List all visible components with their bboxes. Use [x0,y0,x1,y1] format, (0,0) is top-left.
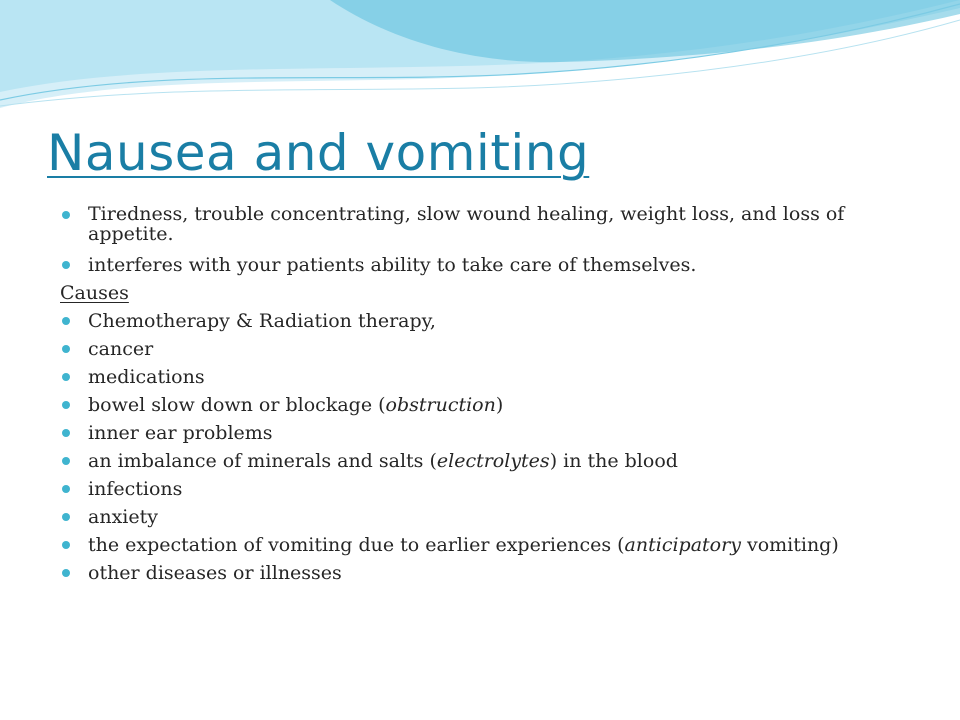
item-italic-term: anticipatory [624,534,741,556]
item-text: ) [495,394,504,416]
list-item: Tiredness, trouble concentrating, slow wound healing, weight loss, and loss of appetite. [60,204,910,244]
list-item: infections [60,478,910,500]
list-item: anxiety [60,506,910,528]
item-text: vomiting) [740,534,839,556]
item-text: bowel slow down or blockage ( [88,394,386,416]
bullet-list-top [60,204,910,276]
page-title: Nausea and vomiting [47,124,590,182]
slide-content [60,204,910,590]
list-item: interferes with your patients ability to take care of themselves. [60,254,910,276]
causes-list [60,310,910,584]
item-italic-term: obstruction [385,394,496,416]
item-text: an imbalance of minerals and salts ( [88,450,437,472]
list-item: Chemotherapy & Radiation therapy, [60,310,910,332]
item-text: the expectation of vomiting due to earlier experiences ( [88,534,625,556]
list-item: cancer [60,338,910,360]
item-text: ) in the blood [549,450,678,472]
item-italic-term: electrolytes [436,450,550,472]
causes-heading: Causes [60,282,129,304]
list-item [60,450,910,472]
list-item: medications [60,366,910,388]
list-item: inner ear problems [60,422,910,444]
list-item [60,394,910,416]
list-item: other diseases or illnesses [60,562,910,584]
list-item [60,534,910,556]
